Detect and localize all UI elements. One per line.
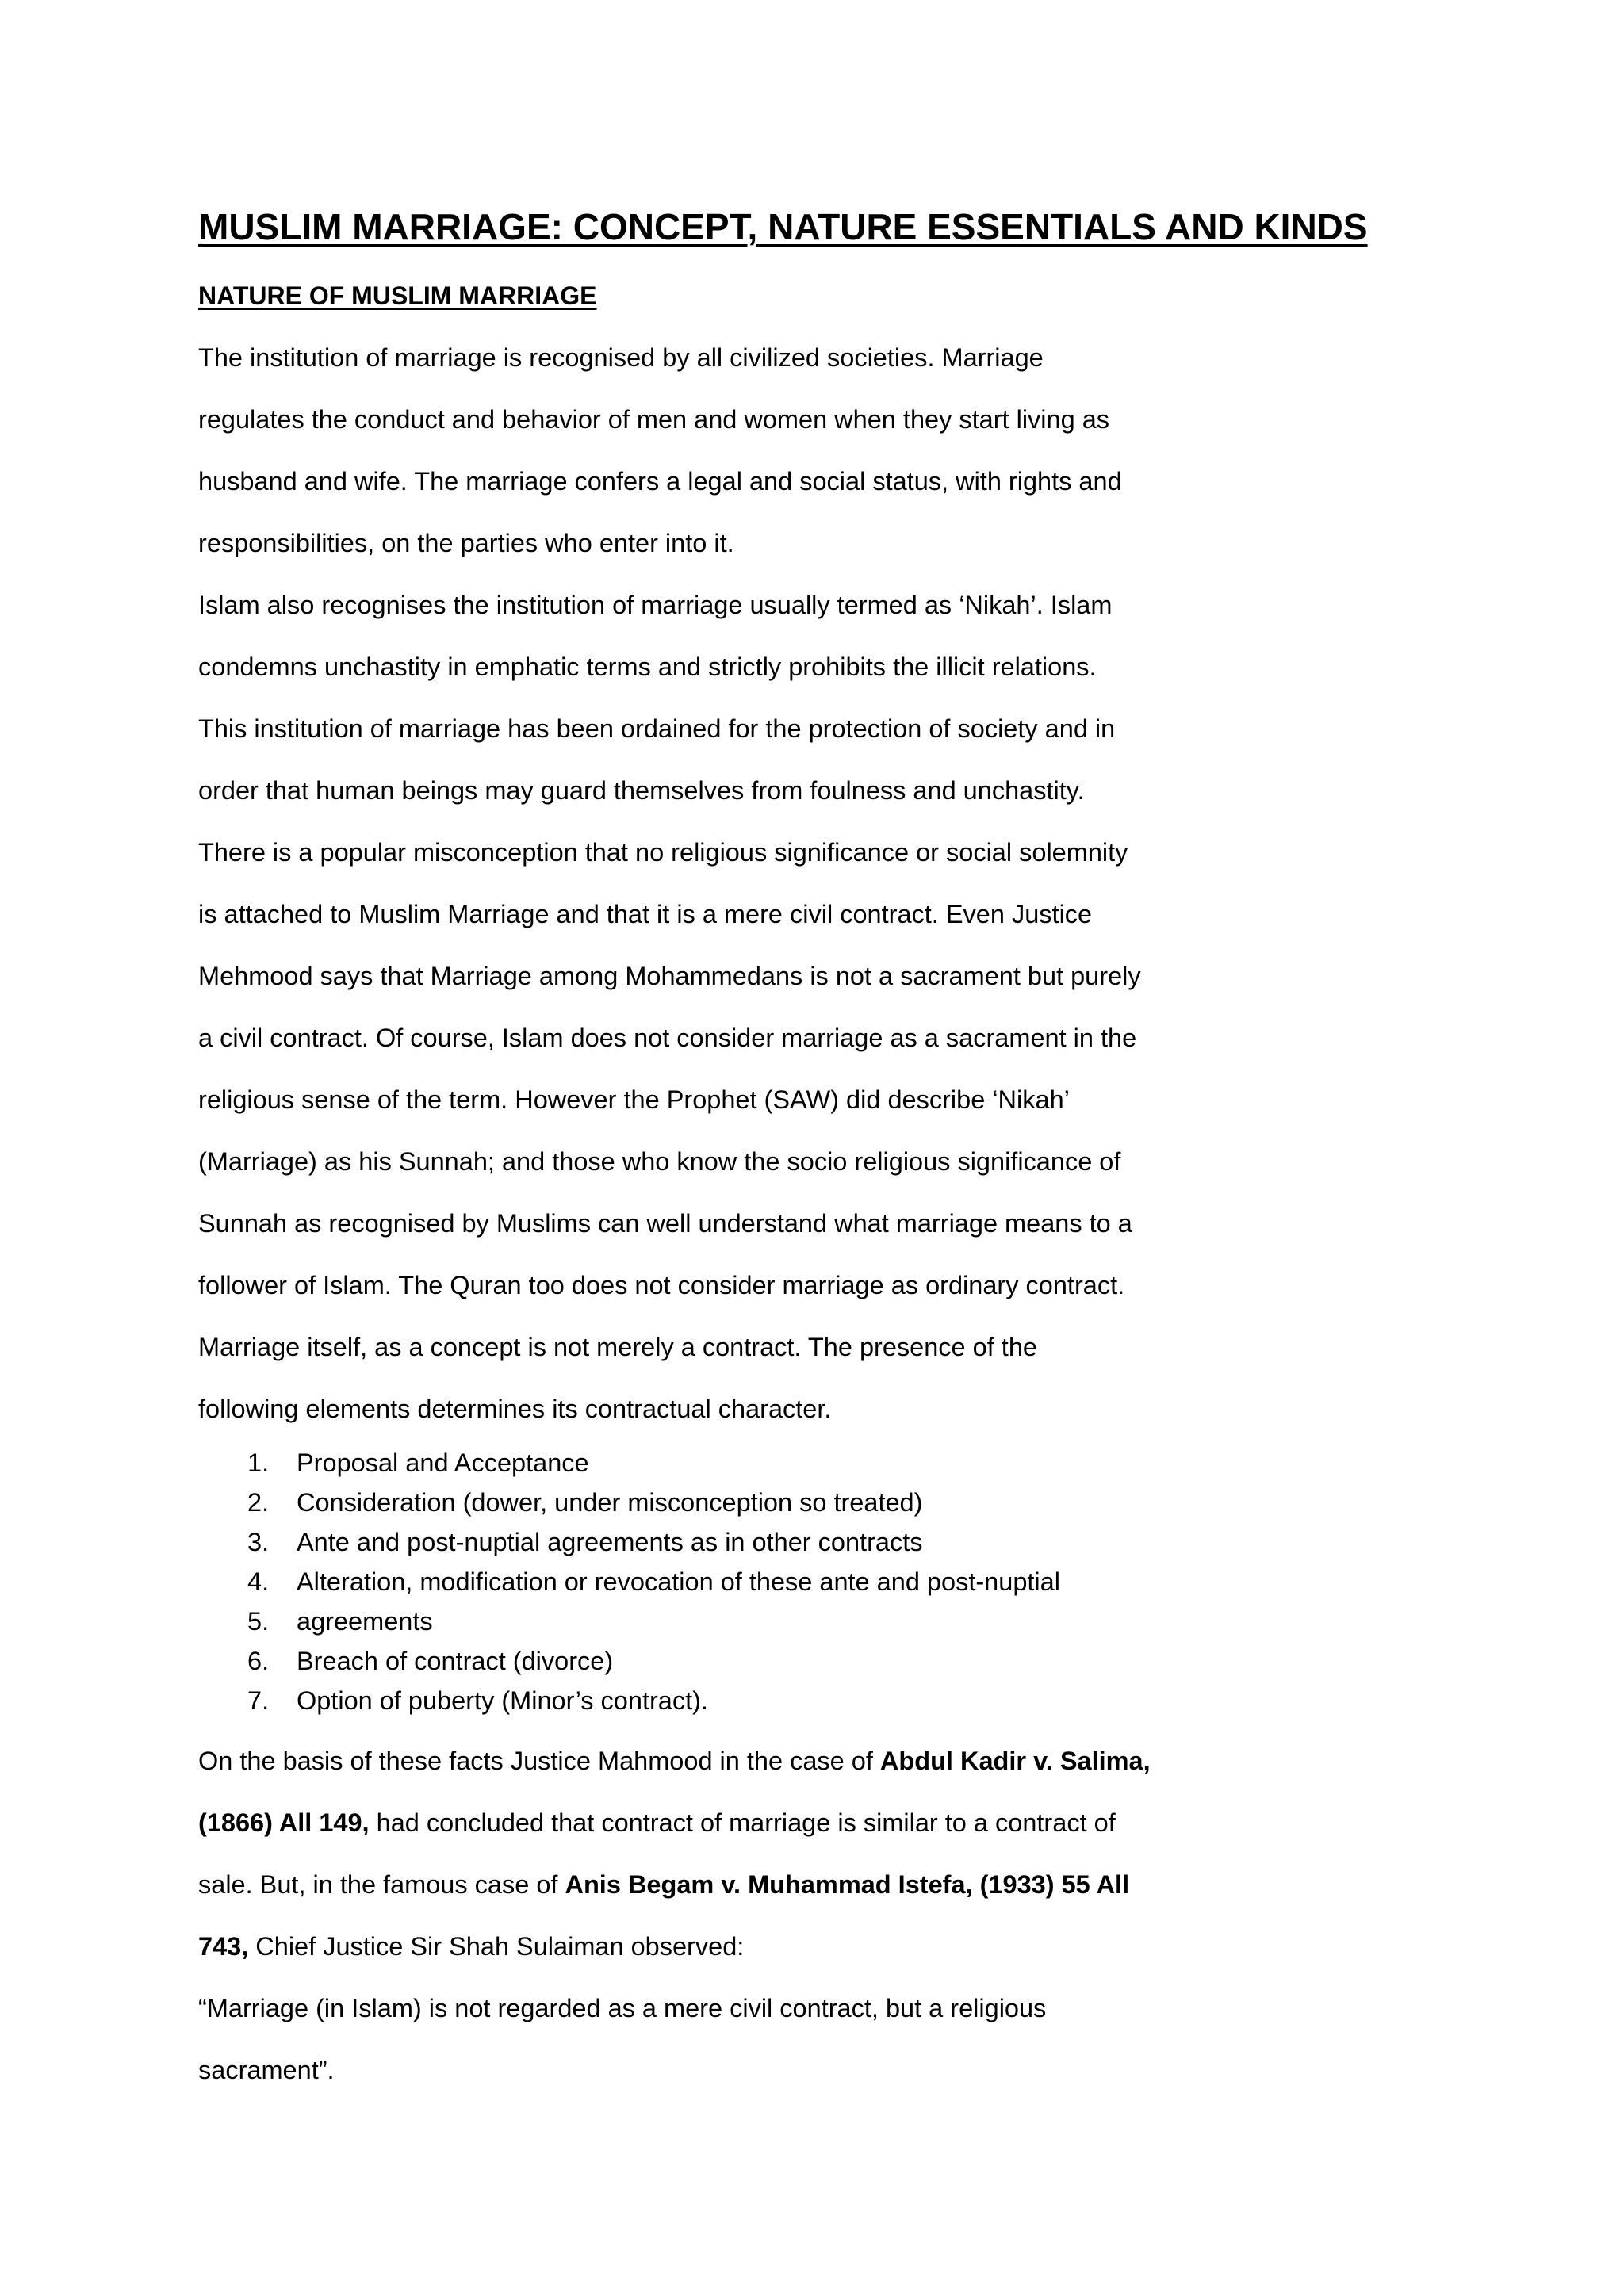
text-line: Mehmood says that Marriage among Mohammedans is not a sacrament but purely (198, 962, 1141, 990)
text-line: follower of Islam. The Quran too does not consider marriage as ordinary contract. (198, 1271, 1125, 1299)
list-number: 5. (247, 1607, 270, 1636)
list-item (198, 1522, 1483, 1562)
text-line: husband and wife. The marriage confers a legal and social status, with rights and (198, 467, 1122, 496)
text-line: There is a popular misconception that no religious significance or social solemnity (198, 838, 1128, 867)
text-line (198, 1730, 1483, 1792)
list-item (198, 1681, 1483, 1720)
list-number: 2. (247, 1488, 270, 1517)
list-item-text: Consideration (dower, under misconception so treated) (297, 1488, 923, 1517)
list-item (198, 1562, 1483, 1601)
section-heading: NATURE OF MUSLIM MARRIAGE (198, 281, 597, 310)
case-citation: (1866) All 149, (198, 1808, 370, 1837)
list-item-text: Ante and post-nuptial agreements as in other contracts (297, 1528, 923, 1556)
case-text: On the basis of these facts Justice Mahmood in the case of (198, 1747, 880, 1775)
quote-line: “Marriage (in Islam) is not regarded as a mere civil contract, but a religious (198, 1994, 1047, 2022)
case-text: Chief Justice Sir Shah Sulaiman observed: (248, 1932, 745, 1961)
document-title: MUSLIM MARRIAGE: CONCEPT, NATURE ESSENTIALS AND KINDS (198, 206, 1368, 247)
text-line: The institution of marriage is recognised by all civilized societies. Marriage (198, 343, 1044, 372)
list-number: 6. (247, 1647, 270, 1675)
text-line: religious sense of the term. However the Prophet (SAW) did describe ‘Nikah’ (198, 1085, 1070, 1114)
text-line: is attached to Muslim Marriage and that it is a mere civil contract. Even Justice (198, 900, 1093, 928)
text-line: a civil contract. Of course, Islam does not consider marriage as a sacrament in the (198, 1024, 1137, 1052)
list-item-text: Proposal and Acceptance (297, 1448, 589, 1477)
elements-list (198, 1443, 1483, 1720)
text-line: responsibilities, on the parties who enter into it. (198, 529, 734, 557)
text-line: regulates the conduct and behavior of men and women when they start living as (198, 405, 1110, 434)
paragraph-misconception (198, 821, 1483, 1440)
text-line: order that human beings may guard themselves from foulness and unchastity. (198, 776, 1085, 805)
list-item-text: agreements (297, 1607, 433, 1636)
list-item-text: Alteration, modification or revocation of these ante and post-nuptial (297, 1567, 1060, 1596)
text-line (198, 1854, 1483, 1915)
list-item (198, 1601, 1483, 1641)
text-line (198, 1915, 1483, 1977)
quote-line: sacrament”. (198, 2056, 335, 2084)
document-page (198, 197, 1483, 2101)
case-citation: 743, (198, 1932, 249, 1961)
text-line: Islam also recognises the institution of marriage usually termed as ‘Nikah’. Islam (198, 591, 1113, 619)
list-number: 3. (247, 1528, 270, 1556)
paragraph-case-law (198, 1730, 1483, 1977)
list-item-text: Option of puberty (Minor’s contract). (297, 1686, 709, 1715)
text-line: Marriage itself, as a concept is not merely a contract. The presence of the (198, 1333, 1037, 1361)
list-item (198, 1443, 1483, 1483)
quote-block (198, 1977, 1483, 2101)
case-text: had concluded that contract of marriage is similar to a contract of (369, 1808, 1116, 1837)
text-line (198, 1792, 1483, 1854)
case-text: sale. But, in the famous case of (198, 1870, 565, 1899)
text-line: (Marriage) as his Sunnah; and those who know the socio religious significance of (198, 1147, 1121, 1176)
text-line: Sunnah as recognised by Muslims can well understand what marriage means to a (198, 1209, 1132, 1238)
list-item (198, 1641, 1483, 1681)
text-line: This institution of marriage has been ordained for the protection of society and in (198, 714, 1116, 743)
list-item (198, 1483, 1483, 1522)
list-number: 7. (247, 1686, 270, 1715)
list-item-text: Breach of contract (divorce) (297, 1647, 614, 1675)
paragraph-institution (198, 327, 1483, 574)
paragraph-nikah (198, 574, 1483, 821)
case-citation: Abdul Kadir v. Salima, (879, 1747, 1151, 1775)
list-number: 4. (247, 1567, 270, 1596)
text-line: following elements determines its contractual character. (198, 1395, 832, 1423)
case-citation: Anis Begam v. Muhammad Istefa, (1933) 55 All (565, 1870, 1130, 1899)
elements-list-container (198, 1443, 1483, 1720)
list-number: 1. (247, 1448, 270, 1477)
text-line: condemns unchastity in emphatic terms and strictly prohibits the illicit relations. (198, 652, 1097, 681)
